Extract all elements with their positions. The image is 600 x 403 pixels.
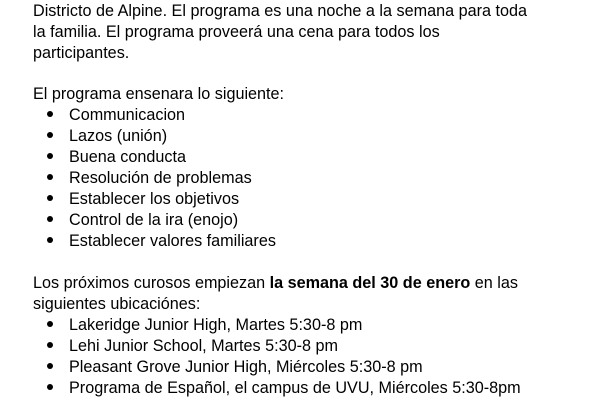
bullet-icon bbox=[47, 384, 53, 390]
list-item-text: Lazos (unión) bbox=[69, 127, 168, 145]
list-item-text: Lakeridge Junior High, Martes 5:30-8 pm bbox=[69, 316, 363, 334]
teaches-list bbox=[33, 105, 276, 252]
courses-line-2: siguientes ubicaciónes: bbox=[33, 295, 201, 313]
intro-paragraph bbox=[33, 1, 593, 64]
bullet-icon bbox=[47, 342, 53, 348]
bullet-icon bbox=[47, 132, 53, 138]
courses-text-after: en las bbox=[470, 274, 518, 292]
list-item bbox=[33, 105, 276, 126]
courses-line-1 bbox=[33, 273, 593, 294]
list-item-text: Buena conducta bbox=[69, 148, 187, 166]
list-item bbox=[33, 231, 276, 252]
list-item-text: Control de la ira (enojo) bbox=[69, 211, 239, 229]
list-item-text: Establecer los objetivos bbox=[69, 190, 240, 208]
bullet-icon bbox=[47, 174, 53, 180]
bullet-icon bbox=[47, 321, 53, 327]
courses-text-before: Los próximos curosos empiezan bbox=[33, 274, 270, 292]
list-item-text: Programa de Español, el campus de UVU, Miércoles 5:30-8pm bbox=[69, 379, 521, 397]
list-item bbox=[33, 357, 521, 378]
list-item bbox=[33, 210, 276, 231]
list-item-text: Lehi Junior School, Martes 5:30-8 pm bbox=[69, 337, 339, 355]
list-item bbox=[33, 336, 521, 357]
teaches-heading: El programa ensenara lo siguiente: bbox=[33, 85, 285, 103]
list-item bbox=[33, 147, 276, 168]
bullet-icon bbox=[47, 153, 53, 159]
bullet-icon bbox=[47, 363, 53, 369]
bullet-icon bbox=[47, 195, 53, 201]
list-item bbox=[33, 315, 521, 336]
intro-line: participantes. bbox=[33, 44, 130, 62]
list-item-text: Communicacion bbox=[69, 106, 186, 124]
list-item-text: Pleasant Grove Junior High, Miércoles 5:30-8 pm bbox=[69, 358, 423, 376]
bullet-icon bbox=[47, 111, 53, 117]
intro-line: la familia. El programa proveerá una cena para todos los bbox=[33, 23, 440, 41]
list-item bbox=[33, 126, 276, 147]
locations-list bbox=[33, 315, 521, 399]
list-item bbox=[33, 168, 276, 189]
bullet-icon bbox=[47, 216, 53, 222]
courses-paragraph bbox=[33, 273, 593, 315]
list-item-text: Resolución de problemas bbox=[69, 169, 252, 187]
list-item bbox=[33, 189, 276, 210]
courses-start-date: la semana del 30 de enero bbox=[269, 274, 471, 292]
list-item bbox=[33, 378, 521, 399]
list-item-text: Establecer valores familiares bbox=[69, 232, 276, 250]
intro-line: Districto de Alpine. El programa es una noche a la semana para toda bbox=[33, 2, 528, 20]
bullet-icon bbox=[47, 237, 53, 243]
